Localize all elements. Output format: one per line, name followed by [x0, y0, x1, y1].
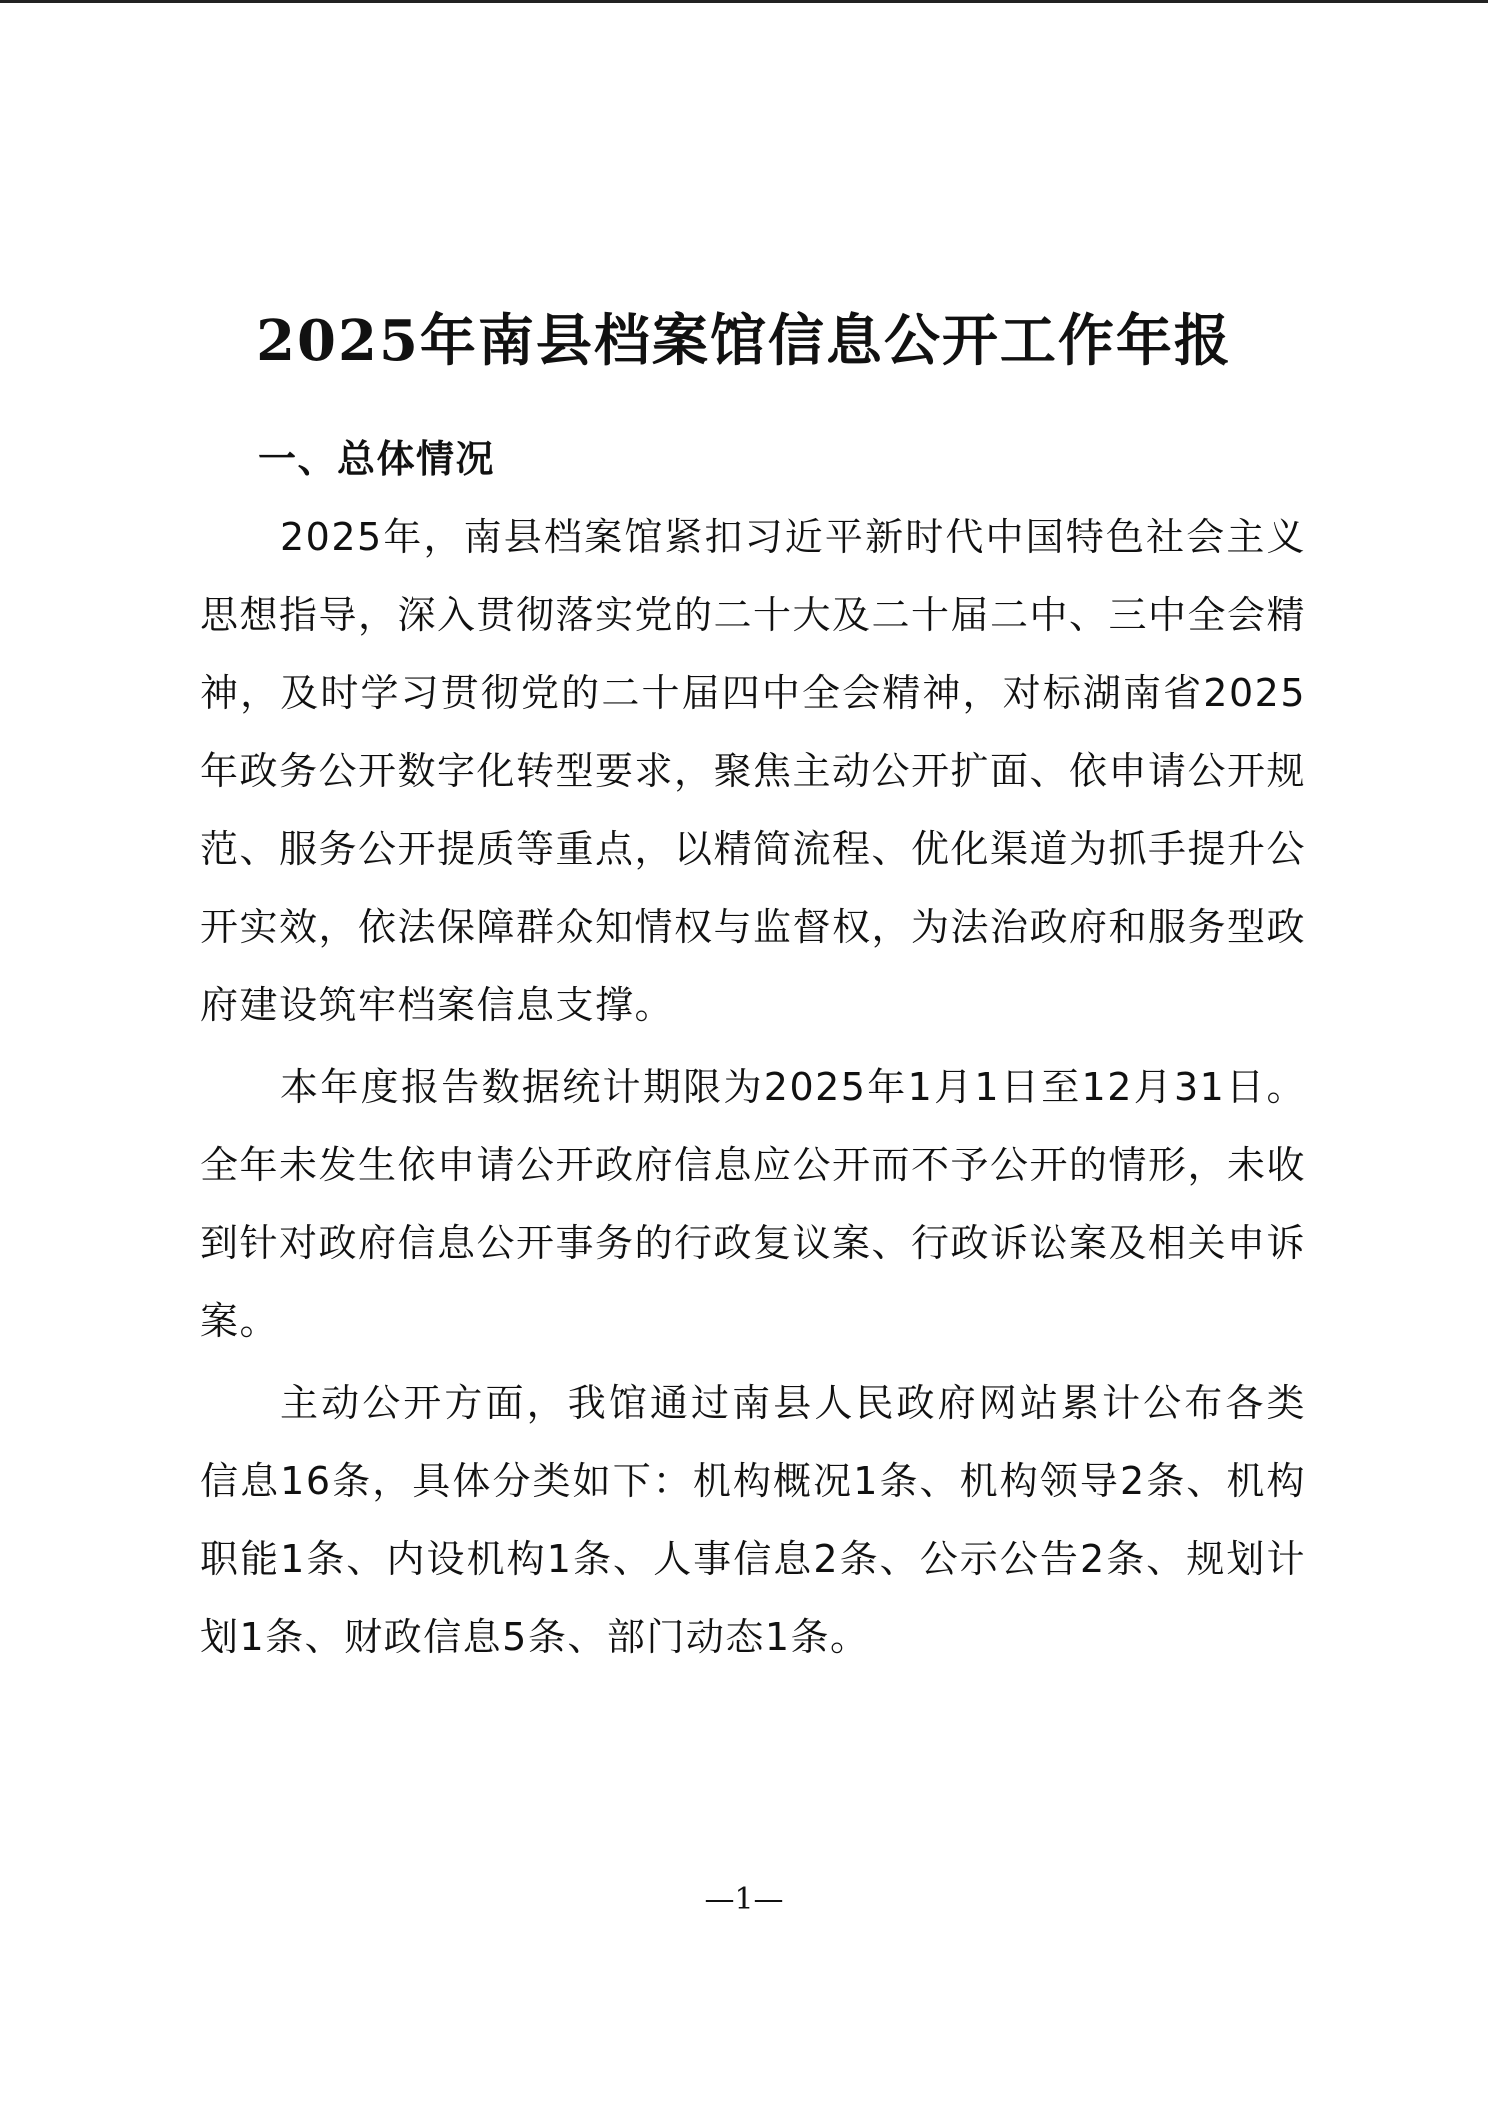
- section-heading: 一、总体情况: [258, 437, 496, 481]
- paragraph-statistics-period: 本年度报告数据统计期限为2025年1月1日至12月31日。全年未发生依申请公开政府信息应公开而不予公开的情形，未收到针对政府信息公开事务的行政复议案、行政诉讼案及相关申诉案。: [200, 1065, 1307, 1343]
- page-number: —1—: [704, 1882, 784, 1917]
- document-title: 2025年南县档案馆信息公开工作年报: [256, 307, 1232, 374]
- paragraph-active-disclosure: 主动公开方面，我馆通过南县人民政府网站累计公布各类信息16条，具体分类如下：机构概况1条、机构领导2条、机构职能1条、内设机构1条、人事信息2条、公示公告2条、规划计划1条、财政信息5条、部门动态1条。: [200, 1381, 1306, 1659]
- document-body: [200, 428, 1306, 1680]
- paragraph-overview: 2025年，南县档案馆紧扣习近平新时代中国特色社会主义思想指导，深入贯彻落实党的二十大及二十届二中、三中全会精神，及时学习贯彻党的二十届四中全会精神，对标湖南省2025年政务公开数字化转型要求，聚焦主动公开扩面、依申请公开规范、服务公开提质等重点，以精简流程、优化渠道为抓手提升公开实效，依法保障群众知情权与监督权，为法治政府和服务型政府建设筑牢档案信息支撑。: [200, 515, 1307, 1027]
- top-border-line: [0, 0, 1488, 3]
